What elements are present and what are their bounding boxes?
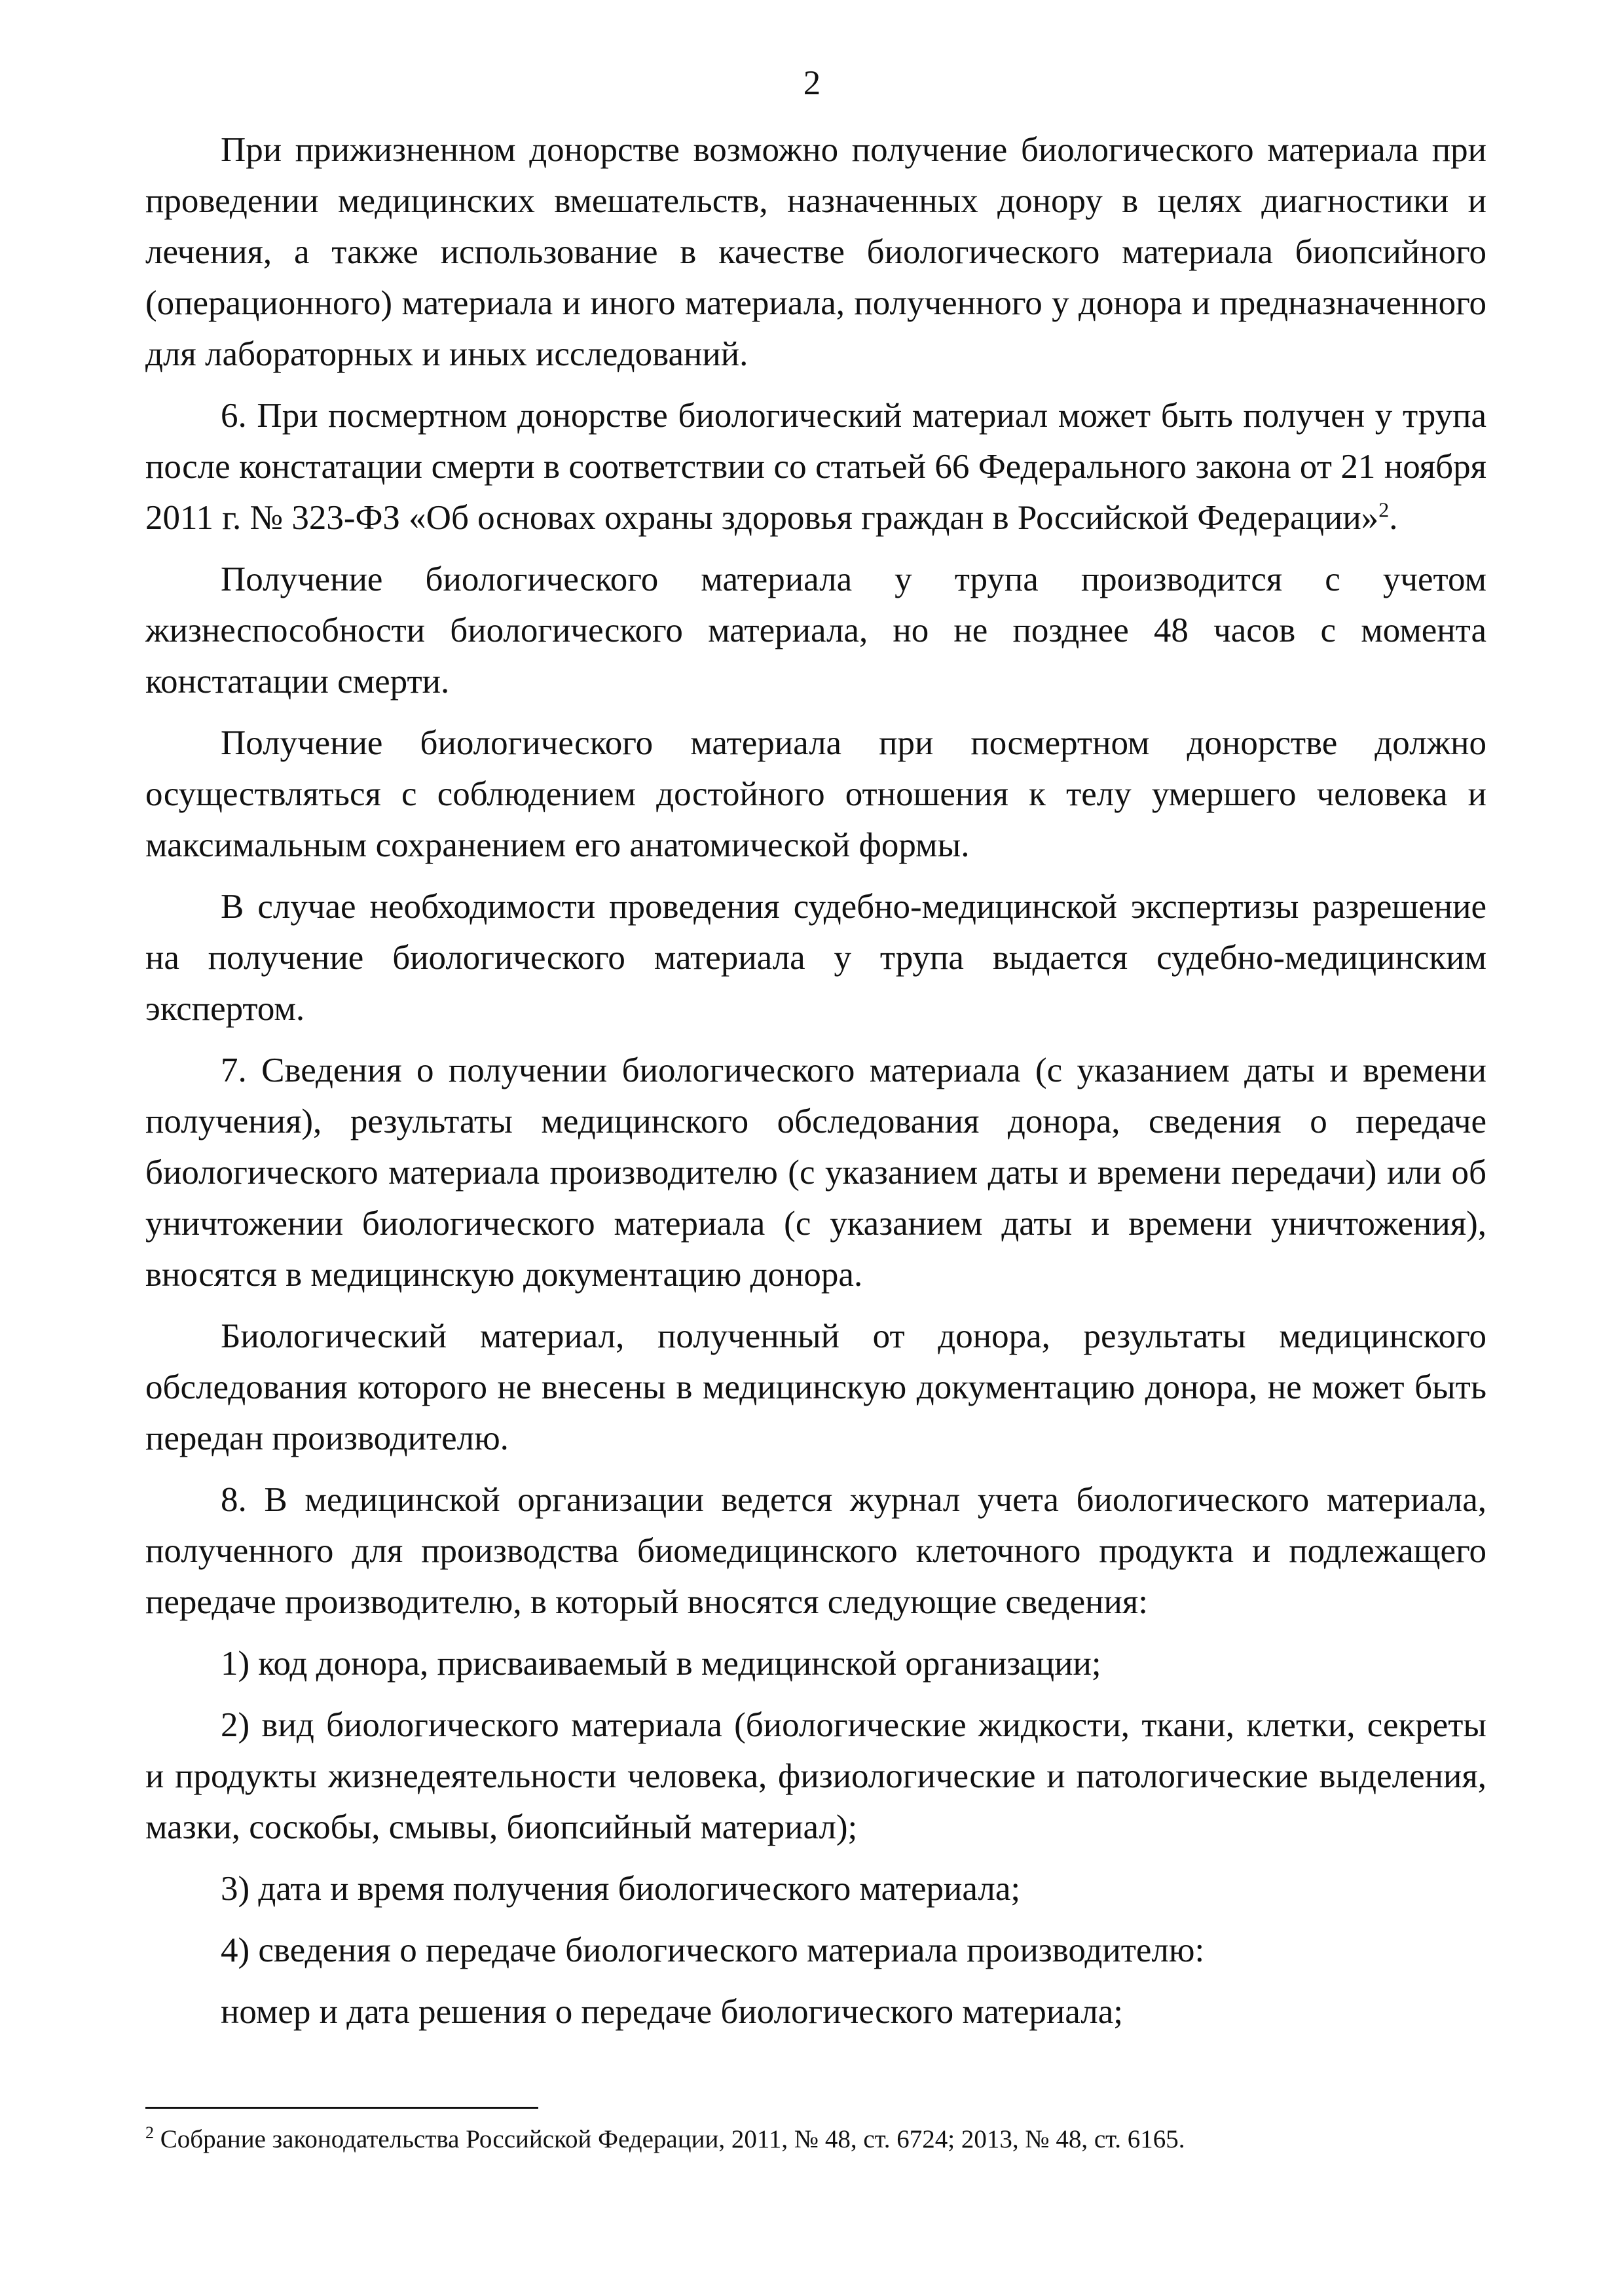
list-item-1-donor-code: 1) код донора, присваиваемый в медицинской организации; <box>221 1645 1101 1683</box>
paragraph-6-posthumous <box>145 390 1486 543</box>
paragraph-6-text: 6. При посмертном донорстве биологический материал может быть получен у трупа после констатации смерти в соответствии со статьей 66 Федерального закона от 21 ноября 2011 г. № 323-ФЗ «Об основах охраны здоровья граждан в Российской Федерации» <box>145 397 1486 537</box>
list-item-3-date-time: 3) дата и время получения биологического материала; <box>221 1870 1021 1908</box>
footnote-marker: 2 <box>145 2123 154 2142</box>
paragraph-7-records: 7. Сведения о получении биологического материала (с указанием даты и времени получения), результаты медицинского обследования донора, сведения о передаче биологического материала производителю (с указанием даты и времени передачи) или об уничтожении биологического материала (с указанием даты и времени уничтожения), вносятся в медицинскую документацию донора. <box>145 1051 1486 1294</box>
paragraph-6-period: . <box>1389 499 1398 537</box>
footnote-reference: 2 <box>1378 498 1390 522</box>
list-item-4-transfer-info: 4) сведения о передаче биологического материала производителю: <box>221 1931 1205 1969</box>
footnote-divider <box>145 2107 538 2109</box>
paragraph-8-journal: 8. В медицинской организации ведется журнал учета биологического материала, полученного для производства биомедицинского клеточного продукта и подлежащего передаче производителю, в который вносятся следующие сведения: <box>145 1481 1486 1621</box>
document-body <box>145 124 1486 2037</box>
paragraph-respectful-treatment: Получение биологического материала при посмертном донорстве должно осуществляться с соблюдением достойного отношения к телу умершего человека и максимальным сохранением его анатомической формы. <box>145 724 1486 864</box>
footnote <box>145 2121 1486 2157</box>
paragraph-forensic-expertise: В случае необходимости проведения судебно-медицинской экспертизы разрешение на получение биологического материала у трупа выдается судебно-медицинским экспертом. <box>145 888 1486 1028</box>
paragraph-lifetime-donation: При прижизненном донорстве возможно получение биологического материала при проведении медицинских вмешательств, назначенных донору в целях диагностики и лечения, а также использование в качестве биологического материала биопсийного (операционного) материала и иного материала, полученного у донора и предназначенного для лабораторных и иных исследований. <box>145 131 1486 373</box>
paragraph-transfer-restriction: Биологический материал, полученный от донора, результаты медицинского обследования которого не внесены в медицинскую документацию донора, не может быть передан производителю. <box>145 1317 1486 1457</box>
footnote-text: Собрание законодательства Российской Федерации, 2011, № 48, ст. 6724; 2013, № 48, ст. 6165. <box>160 2125 1185 2153</box>
list-subitem-decision: номер и дата решения о передаче биологического материала; <box>221 1993 1123 2031</box>
page-number: 2 <box>803 64 821 102</box>
paragraph-cadaver-timing: Получение биологического материала у трупа производится с учетом жизнеспособности биологического материала, но не позднее 48 часов с момента констатации смерти. <box>145 560 1486 701</box>
list-item-2-material-type: 2) вид биологического материала (биологические жидкости, ткани, клетки, секреты и продукты жизнедеятельности человека, физиологические и патологические выделения, мазки, соскобы, смывы, биопсийный материал); <box>145 1706 1486 1846</box>
